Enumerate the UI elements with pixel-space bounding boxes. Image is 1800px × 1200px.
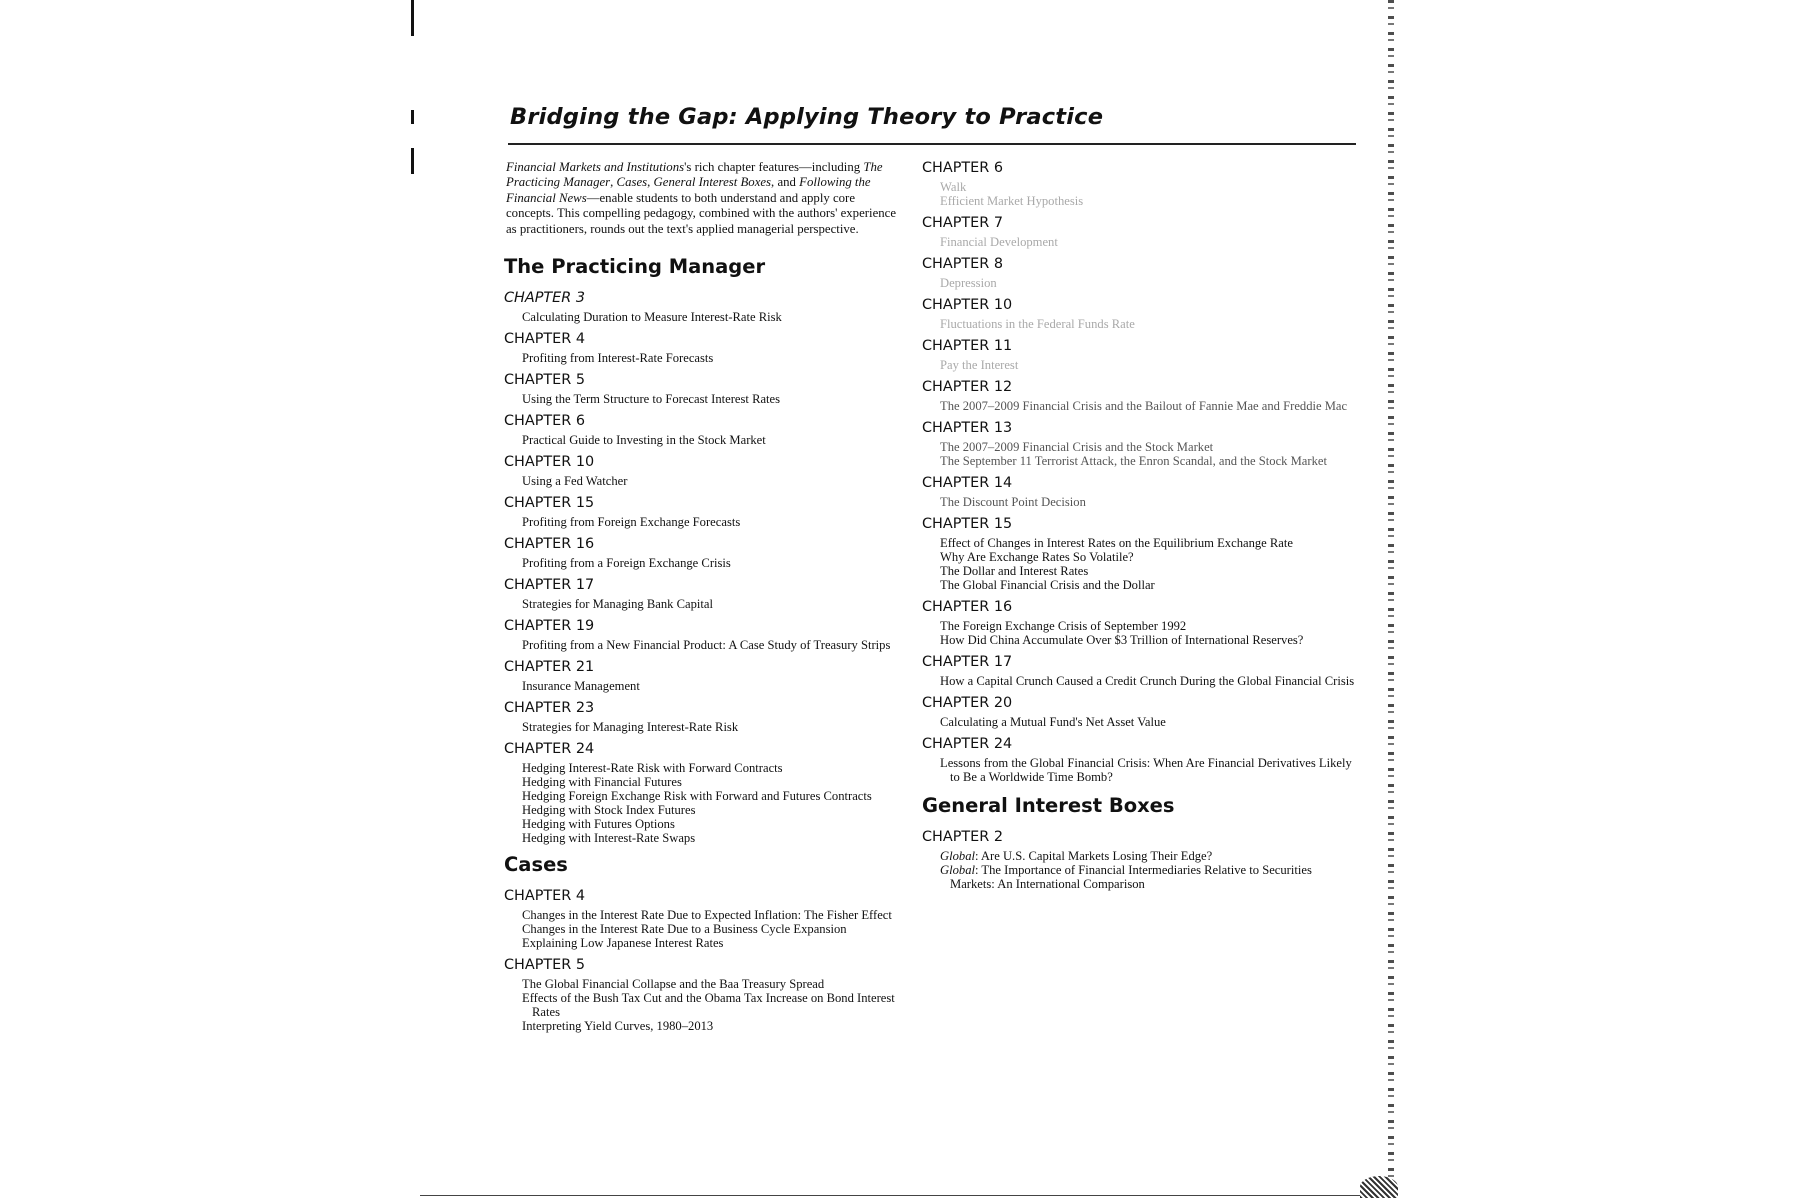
chapter-items: [918, 317, 1358, 331]
scan-mark-top: [411, 0, 414, 36]
chapter-label: CHAPTER 17: [504, 577, 595, 594]
chapter-items: [918, 536, 1358, 592]
chapter-items: [500, 515, 920, 529]
list-item: Financial Development: [940, 235, 1058, 249]
list-item: Efficient Market Hypothesis: [940, 194, 1084, 208]
page-title: Bridging the Gap: Applying Theory to Practice: [510, 104, 1104, 130]
section-heading-practicing-manager: The Practicing Manager: [504, 255, 766, 279]
chapter-label: CHAPTER 11: [922, 338, 1013, 354]
chapter-items: [500, 679, 920, 693]
chapter-items: [918, 715, 1358, 729]
chapter-items: [500, 351, 920, 365]
list-item: Using a Fed Watcher: [522, 474, 628, 489]
list-item: Effects of the Bush Tax Cut and the Obama Tax Increase on Bond Interest Rates: [522, 991, 895, 1020]
chapter-label: CHAPTER 17: [922, 654, 1013, 670]
list-item: Lessons from the Global Financial Crisis: When Are Financial Derivatives Likely to Be a Worldwide Time Bomb?: [940, 756, 1352, 784]
chapter-items: [500, 908, 920, 950]
intro-feature-4: Following the Financial News: [506, 175, 871, 205]
chapter-label: CHAPTER 16: [922, 599, 1013, 615]
page-corner-curl: [1360, 1176, 1398, 1198]
intro-feature-1: The Practicing Manager: [506, 160, 883, 190]
chapter-items: [918, 358, 1358, 372]
list-item: Practical Guide to Investing in the Stock Market: [522, 433, 766, 448]
list-item: Depression: [940, 276, 997, 290]
chapter-items: [500, 720, 920, 734]
list-item: Explaining Low Japanese Interest Rates: [522, 936, 724, 951]
list-item: How a Capital Crunch Caused a Credit Crunch During the Global Financial Crisis: [940, 674, 1355, 688]
page-bottom-edge: [420, 1195, 1390, 1196]
chapter-items: [500, 433, 920, 447]
chapter-label: CHAPTER 15: [504, 495, 595, 512]
chapter-items: [918, 235, 1358, 249]
chapter-label: CHAPTER 19: [504, 618, 595, 635]
list-item: The Foreign Exchange Crisis of September 1992: [940, 619, 1187, 633]
list-item: Profiting from Interest-Rate Forecasts: [522, 351, 714, 366]
list-item: The Global Financial Collapse and the Baa Treasury Spread: [522, 977, 825, 992]
chapter-items: [500, 638, 920, 652]
intro-book-title: Financial Markets and Institutions: [506, 160, 685, 174]
practicing-manager-list: [500, 290, 920, 845]
intro-sep-1: ,: [610, 175, 617, 190]
list-item: Hedging with Interest-Rate Swaps: [522, 831, 696, 846]
list-item: Hedging with Futures Options: [522, 817, 675, 832]
box-tag: Global: [940, 849, 975, 863]
chapter-items: [500, 556, 920, 570]
chapter-label: CHAPTER 6: [504, 413, 586, 430]
chapter-items: [500, 310, 920, 324]
right-column: [918, 160, 1358, 898]
section-heading-general-interest: General Interest Boxes: [922, 794, 1175, 817]
chapter-label: CHAPTER 14: [922, 475, 1013, 491]
chapter-items: [500, 474, 920, 488]
chapter-label: CHAPTER 15: [922, 516, 1013, 532]
chapter-label: CHAPTER 21: [504, 659, 595, 676]
general-interest-list: [918, 829, 1358, 891]
list-item: Hedging with Stock Index Futures: [522, 803, 696, 818]
list-item: Strategies for Managing Interest-Rate Risk: [522, 720, 739, 735]
list-item: Changes in the Interest Rate Due to Expected Inflation: The Fisher Effect: [522, 908, 892, 923]
list-item: Profiting from Foreign Exchange Forecasts: [522, 515, 741, 530]
chapter-items: [918, 399, 1358, 413]
intro-text-1: 's rich chapter features—including: [684, 160, 864, 174]
chapter-label: CHAPTER 13: [922, 420, 1013, 436]
list-item: Fluctuations in the Federal Funds Rate: [940, 317, 1135, 331]
chapter-items: [500, 761, 920, 845]
chapter-label: CHAPTER 23: [504, 700, 595, 717]
list-item: The 2007–2009 Financial Crisis and the Bailout of Fannie Mae and Freddie Mac: [940, 399, 1348, 413]
list-item: Interpreting Yield Curves, 1980–2013: [522, 1019, 714, 1034]
chapter-items: [918, 440, 1358, 468]
list-item: Profiting from a Foreign Exchange Crisis: [522, 556, 731, 571]
chapter-items: [918, 849, 1358, 891]
list-item: [940, 863, 1358, 891]
intro-feature-3: General Interest Boxes: [653, 175, 772, 190]
list-item: Why Are Exchange Rates So Volatile?: [940, 550, 1134, 564]
scan-mark-mid-1: [411, 110, 414, 124]
intro-sep-3: , and: [771, 175, 800, 190]
chapter-items: [918, 180, 1358, 208]
chapter-items: [500, 597, 920, 611]
chapter-label: CHAPTER 4: [504, 331, 586, 348]
list-item: Changes in the Interest Rate Due to a Business Cycle Expansion: [522, 922, 847, 937]
chapter-label: CHAPTER 12: [922, 379, 1013, 395]
list-item: Hedging with Financial Futures: [522, 775, 682, 790]
list-item: Using the Term Structure to Forecast Interest Rates: [522, 392, 781, 407]
chapter-items: [500, 977, 920, 1033]
list-item: Strategies for Managing Bank Capital: [522, 597, 713, 612]
page-edge-shadow: [1388, 0, 1394, 1190]
scan-mark-mid-2: [411, 148, 414, 174]
intro-feature-2: Cases: [616, 175, 648, 190]
chapter-label: CHAPTER 2: [922, 829, 1004, 845]
chapter-label: CHAPTER 5: [504, 957, 586, 974]
list-item: Hedging Foreign Exchange Risk with Forward and Futures Contracts: [522, 789, 872, 804]
intro-paragraph: [506, 160, 906, 237]
list-item: Calculating a Mutual Fund's Net Asset Value: [940, 715, 1166, 729]
chapter-label: CHAPTER 6: [922, 160, 1004, 176]
list-item: Pay the Interest: [940, 358, 1019, 372]
chapter-label: CHAPTER 10: [504, 454, 595, 471]
list-item: Profiting from a New Financial Product: A Case Study of Treasury Strips: [522, 638, 891, 653]
chapter-items: [918, 756, 1358, 784]
list-item: Insurance Management: [522, 679, 640, 694]
list-item: [940, 849, 1358, 863]
cases-list: [500, 888, 920, 1033]
chapter-items: [918, 674, 1358, 688]
list-item: How Did China Accumulate Over $3 Trillion of International Reserves?: [940, 633, 1304, 647]
box-title: : Are U.S. Capital Markets Losing Their Edge?: [974, 849, 1213, 863]
intro-sep-2: ,: [647, 175, 654, 190]
chapter-label: CHAPTER 3: [504, 290, 586, 307]
list-item: Hedging Interest-Rate Risk with Forward Contracts: [522, 761, 783, 776]
left-column: [500, 160, 920, 1040]
chapter-items: [918, 495, 1358, 509]
chapter-label: CHAPTER 8: [922, 256, 1004, 272]
chapter-label: CHAPTER 10: [922, 297, 1013, 313]
intro-text-2: —enable students to both understand and apply core concepts. This compelling pedagogy, combined with the authors' experience as practitioners, rounds out the text's applied managerial perspective.: [506, 190, 897, 236]
chapter-label: CHAPTER 16: [504, 536, 595, 553]
chapter-label: CHAPTER 5: [504, 372, 586, 389]
list-item: Walk: [940, 180, 967, 194]
list-item: The 2007–2009 Financial Crisis and the Stock Market: [940, 440, 1214, 454]
cases-continued-list: [918, 160, 1358, 784]
list-item: Calculating Duration to Measure Interest-Rate Risk: [522, 310, 782, 325]
box-tag: Global: [940, 863, 975, 877]
chapter-label: CHAPTER 7: [922, 215, 1004, 231]
list-item: The September 11 Terrorist Attack, the Enron Scandal, and the Stock Market: [940, 454, 1327, 468]
list-item: The Discount Point Decision: [940, 495, 1086, 509]
section-heading-cases: Cases: [504, 853, 568, 877]
chapter-items: [500, 392, 920, 406]
list-item: Effect of Changes in Interest Rates on the Equilibrium Exchange Rate: [940, 536, 1293, 550]
chapter-items: [918, 619, 1358, 647]
chapter-items: [918, 276, 1358, 290]
chapter-label: CHAPTER 24: [922, 736, 1013, 752]
chapter-label: CHAPTER 4: [504, 888, 586, 905]
list-item: The Dollar and Interest Rates: [940, 564, 1089, 578]
chapter-label: CHAPTER 24: [504, 741, 595, 758]
chapter-label: CHAPTER 20: [922, 695, 1013, 711]
title-rule: [508, 143, 1356, 145]
box-title: : The Importance of Financial Intermediaries Relative to Securities Markets: An International Comparison: [950, 863, 1312, 891]
list-item: The Global Financial Crisis and the Dollar: [940, 578, 1155, 592]
